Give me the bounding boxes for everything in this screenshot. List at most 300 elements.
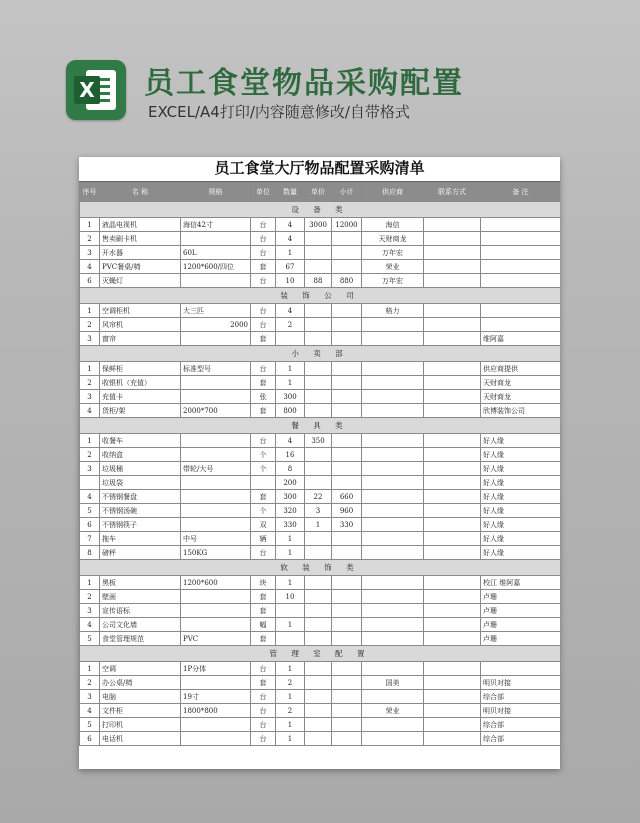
table-cell	[181, 490, 251, 504]
table-cell	[424, 274, 481, 288]
table-cell: 4	[80, 490, 100, 504]
table-row	[80, 434, 561, 448]
table-row	[80, 332, 561, 346]
table-cell	[424, 704, 481, 718]
table-cell	[424, 576, 481, 590]
table-cell: 黑板	[100, 576, 181, 590]
table-cell: 格力	[362, 304, 424, 318]
table-cell	[305, 232, 332, 246]
table-cell: 8	[80, 546, 100, 560]
table-cell	[332, 604, 362, 618]
table-cell	[181, 232, 251, 246]
table-cell: 供应商提供	[481, 362, 561, 376]
table-cell	[305, 532, 332, 546]
table-cell	[424, 490, 481, 504]
table-cell: 台	[251, 718, 276, 732]
table-cell: 2000	[181, 318, 251, 332]
table-row	[80, 462, 561, 476]
column-header: 数量	[276, 183, 305, 202]
section-header-row	[80, 202, 561, 218]
table-cell	[181, 504, 251, 518]
table-cell	[276, 604, 305, 618]
table-row	[80, 218, 561, 232]
table-cell	[481, 218, 561, 232]
table-cell: 300	[276, 390, 305, 404]
table-cell	[332, 718, 362, 732]
table-cell	[424, 448, 481, 462]
table-cell: 3	[80, 690, 100, 704]
table-cell: PVC	[181, 632, 251, 646]
table-cell: 4	[276, 218, 305, 232]
table-cell: 2	[276, 676, 305, 690]
table-row	[80, 546, 561, 560]
table-cell	[424, 518, 481, 532]
table-cell: 不锈钢餐盘	[100, 490, 181, 504]
table-row	[80, 676, 561, 690]
table-row	[80, 576, 561, 590]
table-cell: 荣业	[362, 704, 424, 718]
table-cell	[305, 604, 332, 618]
table-cell	[362, 718, 424, 732]
table-cell	[181, 518, 251, 532]
table-row	[80, 390, 561, 404]
table-cell: 好人缘	[481, 448, 561, 462]
table-cell	[305, 662, 332, 676]
table-cell	[276, 632, 305, 646]
table-cell: 打印机	[100, 718, 181, 732]
table-cell	[305, 462, 332, 476]
table-row	[80, 504, 561, 518]
table-cell	[424, 246, 481, 260]
table-cell: 电话机	[100, 732, 181, 746]
table-cell	[362, 504, 424, 518]
table-cell: 个	[251, 462, 276, 476]
table-cell	[181, 732, 251, 746]
table-cell	[332, 448, 362, 462]
table-cell: 22	[305, 490, 332, 504]
table-row	[80, 532, 561, 546]
table-cell	[305, 304, 332, 318]
table-cell	[424, 218, 481, 232]
table-cell	[181, 390, 251, 404]
table-cell	[424, 662, 481, 676]
table-cell: 4	[276, 232, 305, 246]
table-cell: 套	[251, 404, 276, 418]
table-cell	[332, 676, 362, 690]
table-cell	[305, 590, 332, 604]
table-cell: 1	[276, 690, 305, 704]
table-cell	[332, 376, 362, 390]
table-cell: 万年宏	[362, 274, 424, 288]
table-row	[80, 490, 561, 504]
table-cell: 开水器	[100, 246, 181, 260]
table-cell: 好人缘	[481, 546, 561, 560]
table-cell	[424, 232, 481, 246]
table-cell	[305, 362, 332, 376]
section-title: 设 备 类	[80, 202, 561, 218]
table-row	[80, 318, 561, 332]
table-cell: 明贝对接	[481, 676, 561, 690]
table-cell	[305, 260, 332, 274]
logo-letter: X	[74, 76, 100, 104]
table-cell	[362, 362, 424, 376]
table-cell: 台	[251, 246, 276, 260]
table-cell: 960	[332, 504, 362, 518]
table-row	[80, 518, 561, 532]
table-cell: 套	[251, 260, 276, 274]
table-cell	[181, 448, 251, 462]
table-cell	[332, 232, 362, 246]
table-cell	[362, 332, 424, 346]
table-row	[80, 260, 561, 274]
table-cell	[181, 434, 251, 448]
table-cell: 1	[80, 362, 100, 376]
table-cell: 垃圾袋	[100, 476, 181, 490]
table-cell: 好人缘	[481, 462, 561, 476]
table-cell: 8	[276, 462, 305, 476]
table-cell: 拖车	[100, 532, 181, 546]
table-cell: 套	[251, 632, 276, 646]
table-cell: 4	[80, 404, 100, 418]
column-header: 名 称	[100, 183, 181, 202]
table-cell	[305, 390, 332, 404]
table-cell: 收餐车	[100, 434, 181, 448]
table-cell	[181, 590, 251, 604]
table-cell: 1	[80, 576, 100, 590]
table-cell	[305, 332, 332, 346]
table-cell: 壁画	[100, 590, 181, 604]
table-cell: 1	[276, 376, 305, 390]
table-cell: 售卖刷卡机	[100, 232, 181, 246]
table-cell: 欣博装饰公司	[481, 404, 561, 418]
table-row	[80, 632, 561, 646]
table-cell	[181, 718, 251, 732]
table-cell: 卢珊	[481, 618, 561, 632]
table-cell: 辆	[251, 532, 276, 546]
table-cell: 垃圾桶	[100, 462, 181, 476]
table-cell	[305, 618, 332, 632]
column-header: 联系方式	[424, 183, 481, 202]
table-cell: 300	[276, 490, 305, 504]
table-cell	[424, 404, 481, 418]
table-cell: 67	[276, 260, 305, 274]
table-cell: 2000*700	[181, 404, 251, 418]
column-header: 备 注	[481, 183, 561, 202]
table-cell	[332, 462, 362, 476]
table-cell	[424, 718, 481, 732]
table-cell	[332, 632, 362, 646]
table-cell	[481, 662, 561, 676]
table-cell: 200	[276, 476, 305, 490]
section-header-row	[80, 288, 561, 304]
table-cell	[424, 532, 481, 546]
table-cell	[332, 390, 362, 404]
table-cell	[424, 676, 481, 690]
table-cell	[332, 546, 362, 560]
table-row	[80, 590, 561, 604]
table-cell: 1	[80, 218, 100, 232]
table-cell	[305, 576, 332, 590]
table-cell: 台	[251, 732, 276, 746]
section-header-row	[80, 646, 561, 662]
table-cell: 海信	[362, 218, 424, 232]
table-cell	[181, 676, 251, 690]
table-cell: 张	[251, 390, 276, 404]
table-cell	[276, 332, 305, 346]
table-cell	[424, 546, 481, 560]
table-cell: 货柜/架	[100, 404, 181, 418]
table-row	[80, 274, 561, 288]
table-row	[80, 304, 561, 318]
table-row	[80, 362, 561, 376]
table-cell: 台	[251, 218, 276, 232]
table-cell	[362, 476, 424, 490]
table-cell: 12000	[332, 218, 362, 232]
table-cell	[305, 246, 332, 260]
table-row	[80, 246, 561, 260]
table-cell: 800	[276, 404, 305, 418]
table-cell: 校江 维阿嘉	[481, 576, 561, 590]
table-cell: 好人缘	[481, 490, 561, 504]
table-cell	[305, 632, 332, 646]
table-cell	[424, 318, 481, 332]
table-cell: 磅秤	[100, 546, 181, 560]
table-cell: 4	[80, 260, 100, 274]
table-cell: 2	[80, 676, 100, 690]
table-cell	[362, 690, 424, 704]
table-cell: PVC餐桌/椅	[100, 260, 181, 274]
table-cell: 卢珊	[481, 590, 561, 604]
table-cell	[481, 260, 561, 274]
table-cell	[305, 718, 332, 732]
table-cell	[362, 604, 424, 618]
table-cell	[362, 404, 424, 418]
table-cell: 双	[251, 518, 276, 532]
column-header: 单价	[305, 183, 332, 202]
table-cell: 套	[251, 590, 276, 604]
table-cell: 1	[276, 662, 305, 676]
table-cell: 4	[80, 618, 100, 632]
table-cell: 套	[251, 604, 276, 618]
table-cell	[362, 448, 424, 462]
column-header: 小计	[332, 183, 362, 202]
table-cell	[424, 690, 481, 704]
table-cell	[362, 590, 424, 604]
column-header: 单位	[251, 183, 276, 202]
table-cell: 国美	[362, 676, 424, 690]
table-row	[80, 718, 561, 732]
table-cell: 1	[276, 246, 305, 260]
table-cell	[332, 362, 362, 376]
table-cell	[181, 274, 251, 288]
table-cell: 电脑	[100, 690, 181, 704]
column-header: 序号	[80, 183, 100, 202]
table-cell: 天财商龙	[481, 390, 561, 404]
table-cell: 3	[80, 462, 100, 476]
table-cell: 1	[305, 518, 332, 532]
table-cell: 6	[80, 274, 100, 288]
table-cell: 150KG	[181, 546, 251, 560]
table-cell	[424, 434, 481, 448]
table-cell	[424, 260, 481, 274]
table-cell	[181, 332, 251, 346]
table-cell: 收纳盒	[100, 448, 181, 462]
section-title: 管 理 室 配 置	[80, 646, 561, 662]
table-cell	[481, 318, 561, 332]
section-title: 装 饰 公 司	[80, 288, 561, 304]
table-cell: 660	[332, 490, 362, 504]
table-cell: 88	[305, 274, 332, 288]
table-cell: 不锈钢筷子	[100, 518, 181, 532]
table-cell	[332, 662, 362, 676]
table-cell: 1	[80, 304, 100, 318]
table-cell	[362, 318, 424, 332]
table-cell	[481, 246, 561, 260]
table-cell	[305, 676, 332, 690]
table-cell: 3	[80, 246, 100, 260]
table-cell: 套	[251, 676, 276, 690]
table-cell: 好人缘	[481, 504, 561, 518]
table-cell: 1	[276, 576, 305, 590]
table-cell: 2	[276, 318, 305, 332]
table-cell	[332, 590, 362, 604]
table-row	[80, 404, 561, 418]
table-row	[80, 232, 561, 246]
table-cell: 330	[276, 518, 305, 532]
section-title: 软 装 饰 类	[80, 560, 561, 576]
table-cell: 台	[251, 362, 276, 376]
table-cell: 2	[80, 448, 100, 462]
table-cell: 60L	[181, 246, 251, 260]
column-header: 规格	[181, 183, 251, 202]
table-row	[80, 618, 561, 632]
table-row	[80, 476, 561, 490]
table-cell	[362, 532, 424, 546]
table-cell	[181, 376, 251, 390]
table-cell	[424, 632, 481, 646]
table-cell: 标准型号	[181, 362, 251, 376]
table-cell	[305, 448, 332, 462]
section-title: 餐 具 类	[80, 418, 561, 434]
table-cell: 1	[276, 546, 305, 560]
table-cell	[424, 732, 481, 746]
sheet-title: 员工食堂大厅物品配置采购清单	[79, 157, 560, 182]
table-cell	[481, 274, 561, 288]
table-cell: 好人缘	[481, 532, 561, 546]
table-cell: 880	[332, 274, 362, 288]
table-cell: 1	[80, 662, 100, 676]
table-cell: 1	[80, 434, 100, 448]
table-cell: 公司文化墙	[100, 618, 181, 632]
table-cell: 套	[251, 376, 276, 390]
table-cell	[362, 546, 424, 560]
table-cell: 综合部	[481, 690, 561, 704]
table-cell: 幅	[251, 618, 276, 632]
table-cell: 液晶电视机	[100, 218, 181, 232]
table-cell	[251, 476, 276, 490]
table-cell: 10	[276, 274, 305, 288]
table-cell	[332, 434, 362, 448]
table-cell: 块	[251, 576, 276, 590]
table-cell	[332, 246, 362, 260]
table-cell	[332, 690, 362, 704]
table-cell: 7	[80, 532, 100, 546]
table-cell: 3	[80, 332, 100, 346]
table-cell	[362, 662, 424, 676]
table-cell: 台	[251, 304, 276, 318]
table-cell: 2	[80, 232, 100, 246]
table-cell: 1200*600/四位	[181, 260, 251, 274]
table-cell: 1	[276, 618, 305, 632]
table-cell: 5	[80, 632, 100, 646]
table-cell: 卢珊	[481, 632, 561, 646]
table-cell: 收银机（充值）	[100, 376, 181, 390]
table-cell: 带轮/大号	[181, 462, 251, 476]
table-cell	[305, 376, 332, 390]
table-cell	[424, 462, 481, 476]
section-header-row	[80, 418, 561, 434]
table-cell	[481, 232, 561, 246]
spreadsheet-preview	[79, 157, 560, 769]
table-cell	[424, 618, 481, 632]
table-cell	[362, 576, 424, 590]
table-cell: 1200*600	[181, 576, 251, 590]
table-cell: 大三匹	[181, 304, 251, 318]
table-cell	[305, 704, 332, 718]
table-cell: 16	[276, 448, 305, 462]
table-cell: 荣业	[362, 260, 424, 274]
table-cell: 4	[276, 304, 305, 318]
table-cell: 10	[276, 590, 305, 604]
table-row	[80, 448, 561, 462]
table-cell	[424, 376, 481, 390]
excel-icon	[66, 60, 126, 120]
table-cell: 2	[276, 704, 305, 718]
table-cell: 19寸	[181, 690, 251, 704]
table-cell	[332, 732, 362, 746]
table-cell: 5	[80, 718, 100, 732]
section-header-row	[80, 346, 561, 362]
table-cell: 320	[276, 504, 305, 518]
purchase-table	[79, 182, 560, 746]
table-cell: 卢珊	[481, 604, 561, 618]
table-cell	[332, 304, 362, 318]
table-cell	[181, 476, 251, 490]
page-title: 员工食堂物品采购配置	[144, 66, 464, 101]
table-cell: 个	[251, 448, 276, 462]
table-cell: 台	[251, 690, 276, 704]
table-cell	[362, 376, 424, 390]
table-cell	[362, 518, 424, 532]
table-header-row	[80, 183, 561, 202]
table-cell: 5	[80, 504, 100, 518]
table-cell: 宣传语标	[100, 604, 181, 618]
table-cell: 综合部	[481, 732, 561, 746]
table-cell: 中号	[181, 532, 251, 546]
table-cell: 好人缘	[481, 434, 561, 448]
table-cell: 1	[276, 362, 305, 376]
table-row	[80, 662, 561, 676]
table-cell: 文件柜	[100, 704, 181, 718]
table-cell: 办公桌/椅	[100, 676, 181, 690]
table-body	[80, 202, 561, 746]
table-cell: 2	[80, 318, 100, 332]
table-cell: 台	[251, 318, 276, 332]
page-subtitle: EXCEL/A4打印/内容随意修改/自带格式	[148, 103, 410, 121]
table-cell	[305, 404, 332, 418]
table-cell: 个	[251, 504, 276, 518]
table-cell	[181, 618, 251, 632]
